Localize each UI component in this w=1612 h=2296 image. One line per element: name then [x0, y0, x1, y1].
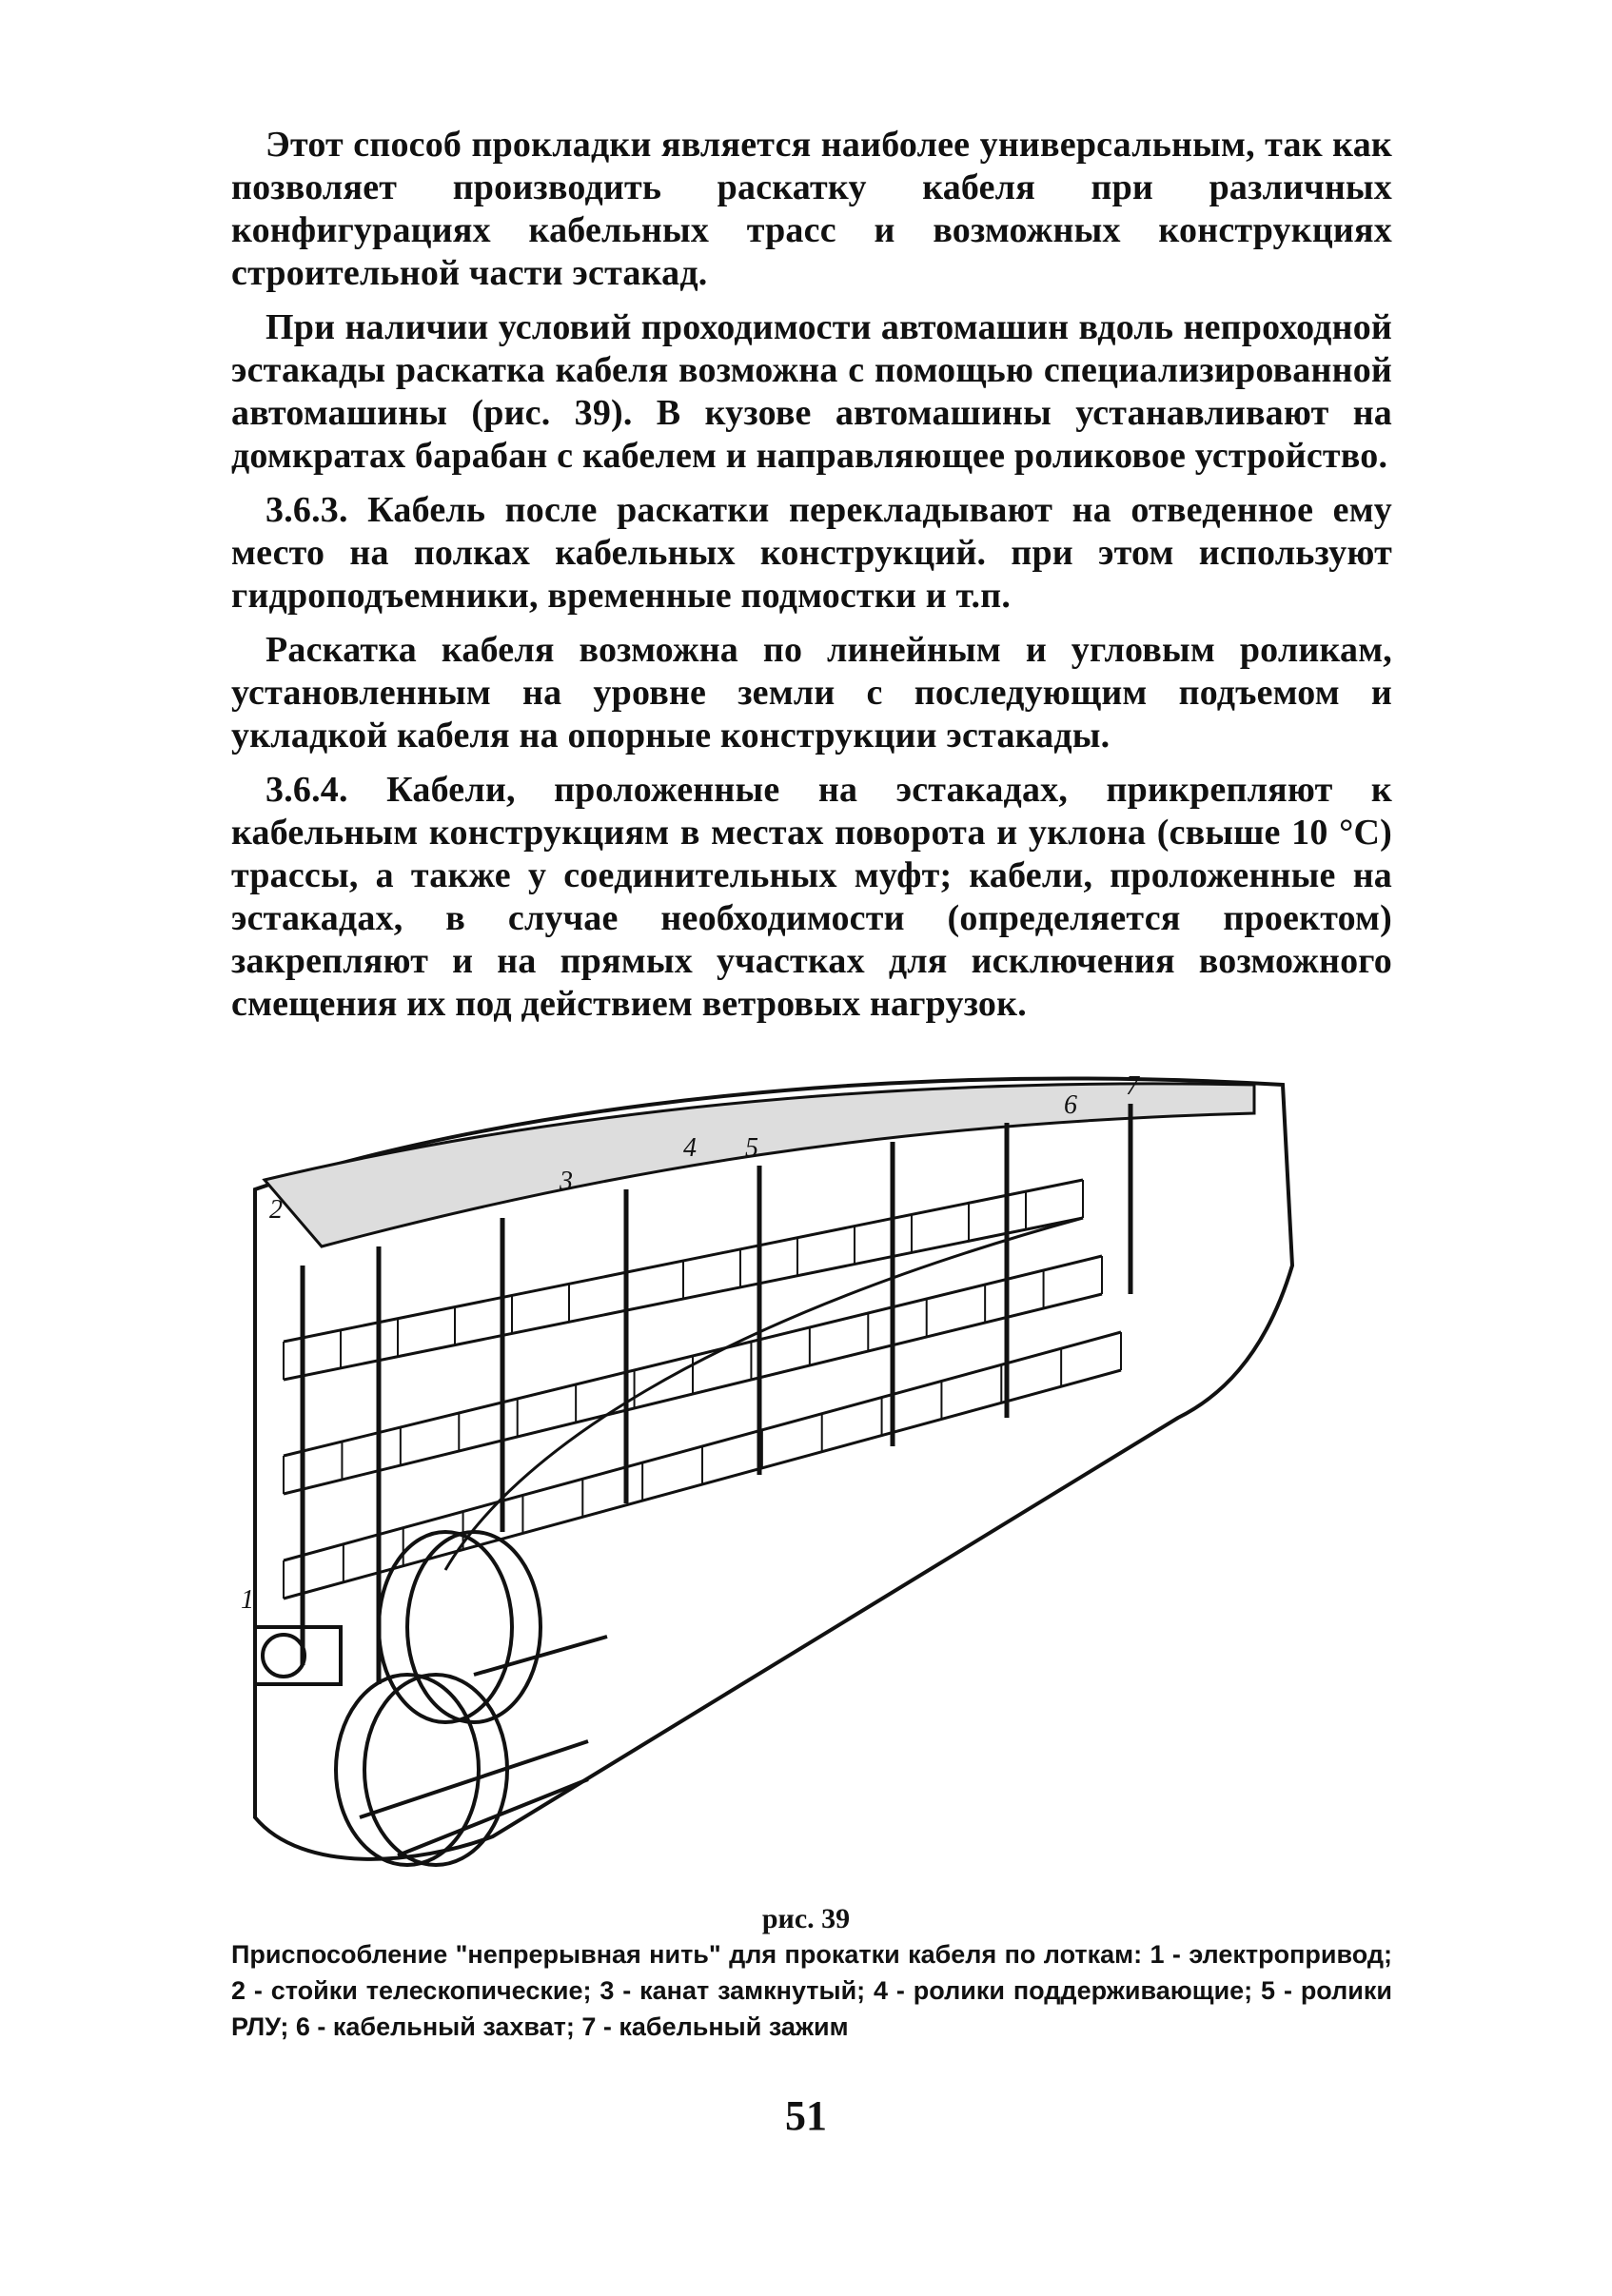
callout-4: 4	[683, 1133, 697, 1163]
page-number: 51	[785, 2092, 827, 2139]
paragraph-5: 3.6.4. Кабели, проложенные на эстакадах, прикрепляют к кабельным конструкциям в местах поворота и уклона (свыше 10 °С) трассы, а также у соединительных муфт; кабели, проложенные на эстакадах, в случае необходимости (определяется проектом) закрепляют и на прямых участках для исключения возможного смещения их под действием ветровых нагрузок.	[231, 770, 1392, 1024]
paragraph-3: 3.6.3. Кабель после раскатки перекладывают на отведенное ему место на полках кабельных конструкций. при этом используют гидроподъемники, временные подмостки и т.п.	[231, 490, 1392, 616]
body-text	[231, 124, 1392, 1037]
figure-label: рис. 39	[761, 1903, 851, 1934]
callout-3: 3	[560, 1167, 573, 1196]
cable-rolling-illustration	[226, 1075, 1321, 1884]
callout-2: 2	[269, 1195, 283, 1225]
motor-drive	[255, 1627, 341, 1684]
callout-1: 1	[241, 1585, 254, 1615]
callout-5: 5	[745, 1133, 758, 1163]
callout-7: 7	[1126, 1075, 1139, 1101]
paragraph-2: При наличии условий проходимости автомашин вдоль непроходной эстакады раскатка кабеля возможна с помощью специализированной автомашины (рис. 39). В кузове автомашины устанавливают на домкратах барабан с кабелем и направляющее роликовое устройство.	[231, 307, 1392, 476]
callout-6: 6	[1064, 1090, 1077, 1120]
paragraph-1: Этот способ прокладки является наиболее универсальным, так как позволяет производить раскатку кабеля при различных конфигурациях кабельных трасс и возможных конструкциях строительной части эстакад.	[231, 125, 1392, 293]
illustration-drawing	[226, 1075, 1321, 1884]
paragraph-4: Раскатка кабеля возможна по линейным и угловым роликам, установленным на уровне земли с последующим подъемом и укладкой кабеля на опорные конструкции эстакады.	[231, 630, 1392, 756]
figure-caption: Приспособление "непрерывная нить" для прокатки кабеля по лоткам: 1 - электропривод; 2 - стойки телескопические; 3 - канат замкнутый; 4 - ролики поддерживающие; 5 - ролики РЛУ; 6 - кабельный захват; 7 - кабельный зажим	[231, 1940, 1392, 2041]
